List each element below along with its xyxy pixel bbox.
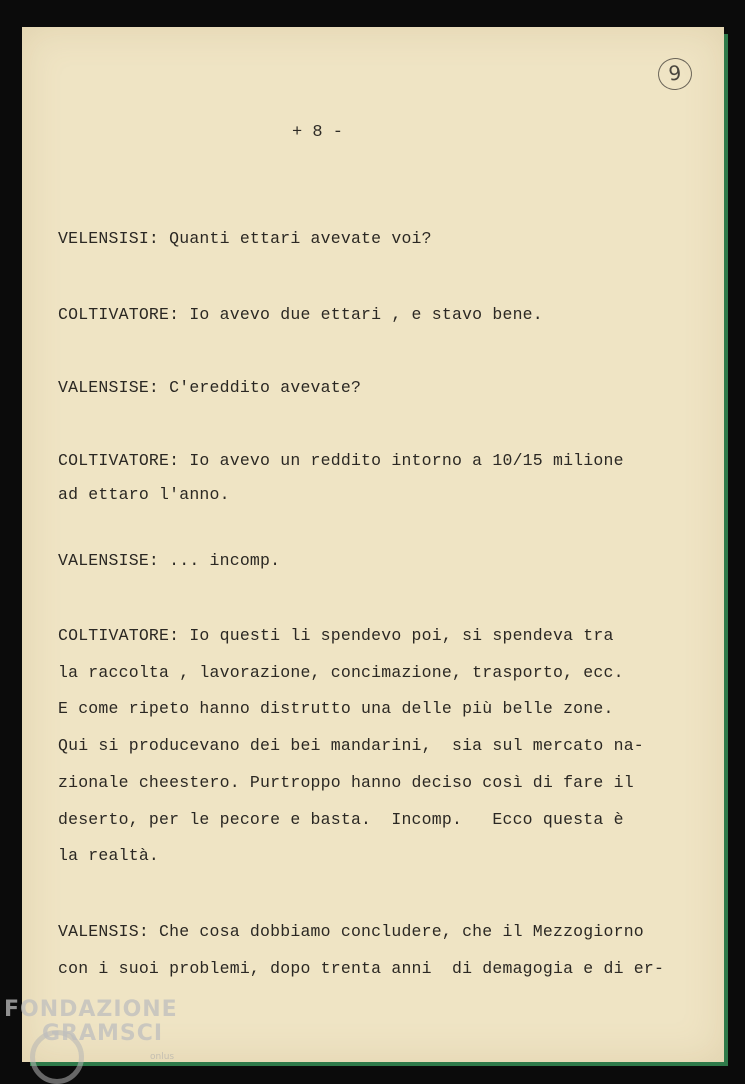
text-line: deserto, per le pecore e basta. Incomp. Ecco questa è xyxy=(58,810,624,829)
text-line: VALENSISE: ... incomp. xyxy=(58,551,281,570)
text-line: E come ripeto hanno distrutto una delle più belle zone. xyxy=(58,699,614,718)
text-line: COLTIVATORE: Io questi li spendevo poi, si spendeva tra xyxy=(58,626,614,645)
text-line: con i suoi problemi, dopo trenta anni di demagogia e di er- xyxy=(58,959,665,978)
watermark-line1: FONDAZIONE xyxy=(4,997,178,1022)
text-line: la raccolta , lavorazione, concimazione, trasporto, ecc. xyxy=(58,663,624,682)
watermark xyxy=(4,998,178,1046)
watermark-line2: GRAMSCI xyxy=(42,1021,164,1046)
text-line: VALENSISE: C'ereddito avevate? xyxy=(58,378,362,397)
document-page xyxy=(22,27,724,1062)
text-line: la realtà. xyxy=(58,846,160,865)
page-header: + 8 - xyxy=(292,123,344,142)
text-line: COLTIVATORE: Io avevo un reddito intorno a 10/15 milione xyxy=(58,451,624,470)
text-line: VELENSISI: Quanti ettari avevate voi? xyxy=(58,229,432,248)
text-line: VALENSIS: Che cosa dobbiamo concludere, che il Mezzogiorno xyxy=(58,922,644,941)
watermark-suffix: onlus xyxy=(150,1052,175,1062)
text-line: ad ettaro l'anno. xyxy=(58,485,230,504)
folio-number: 9 xyxy=(656,56,693,91)
text-line: zionale cheestero. Purtroppo hanno deciso così di fare il xyxy=(58,773,634,792)
text-line: COLTIVATORE: Io avevo due ettari , e stavo bene. xyxy=(58,305,543,324)
text-line: Qui si producevano dei bei mandarini, sia sul mercato na- xyxy=(58,736,644,755)
